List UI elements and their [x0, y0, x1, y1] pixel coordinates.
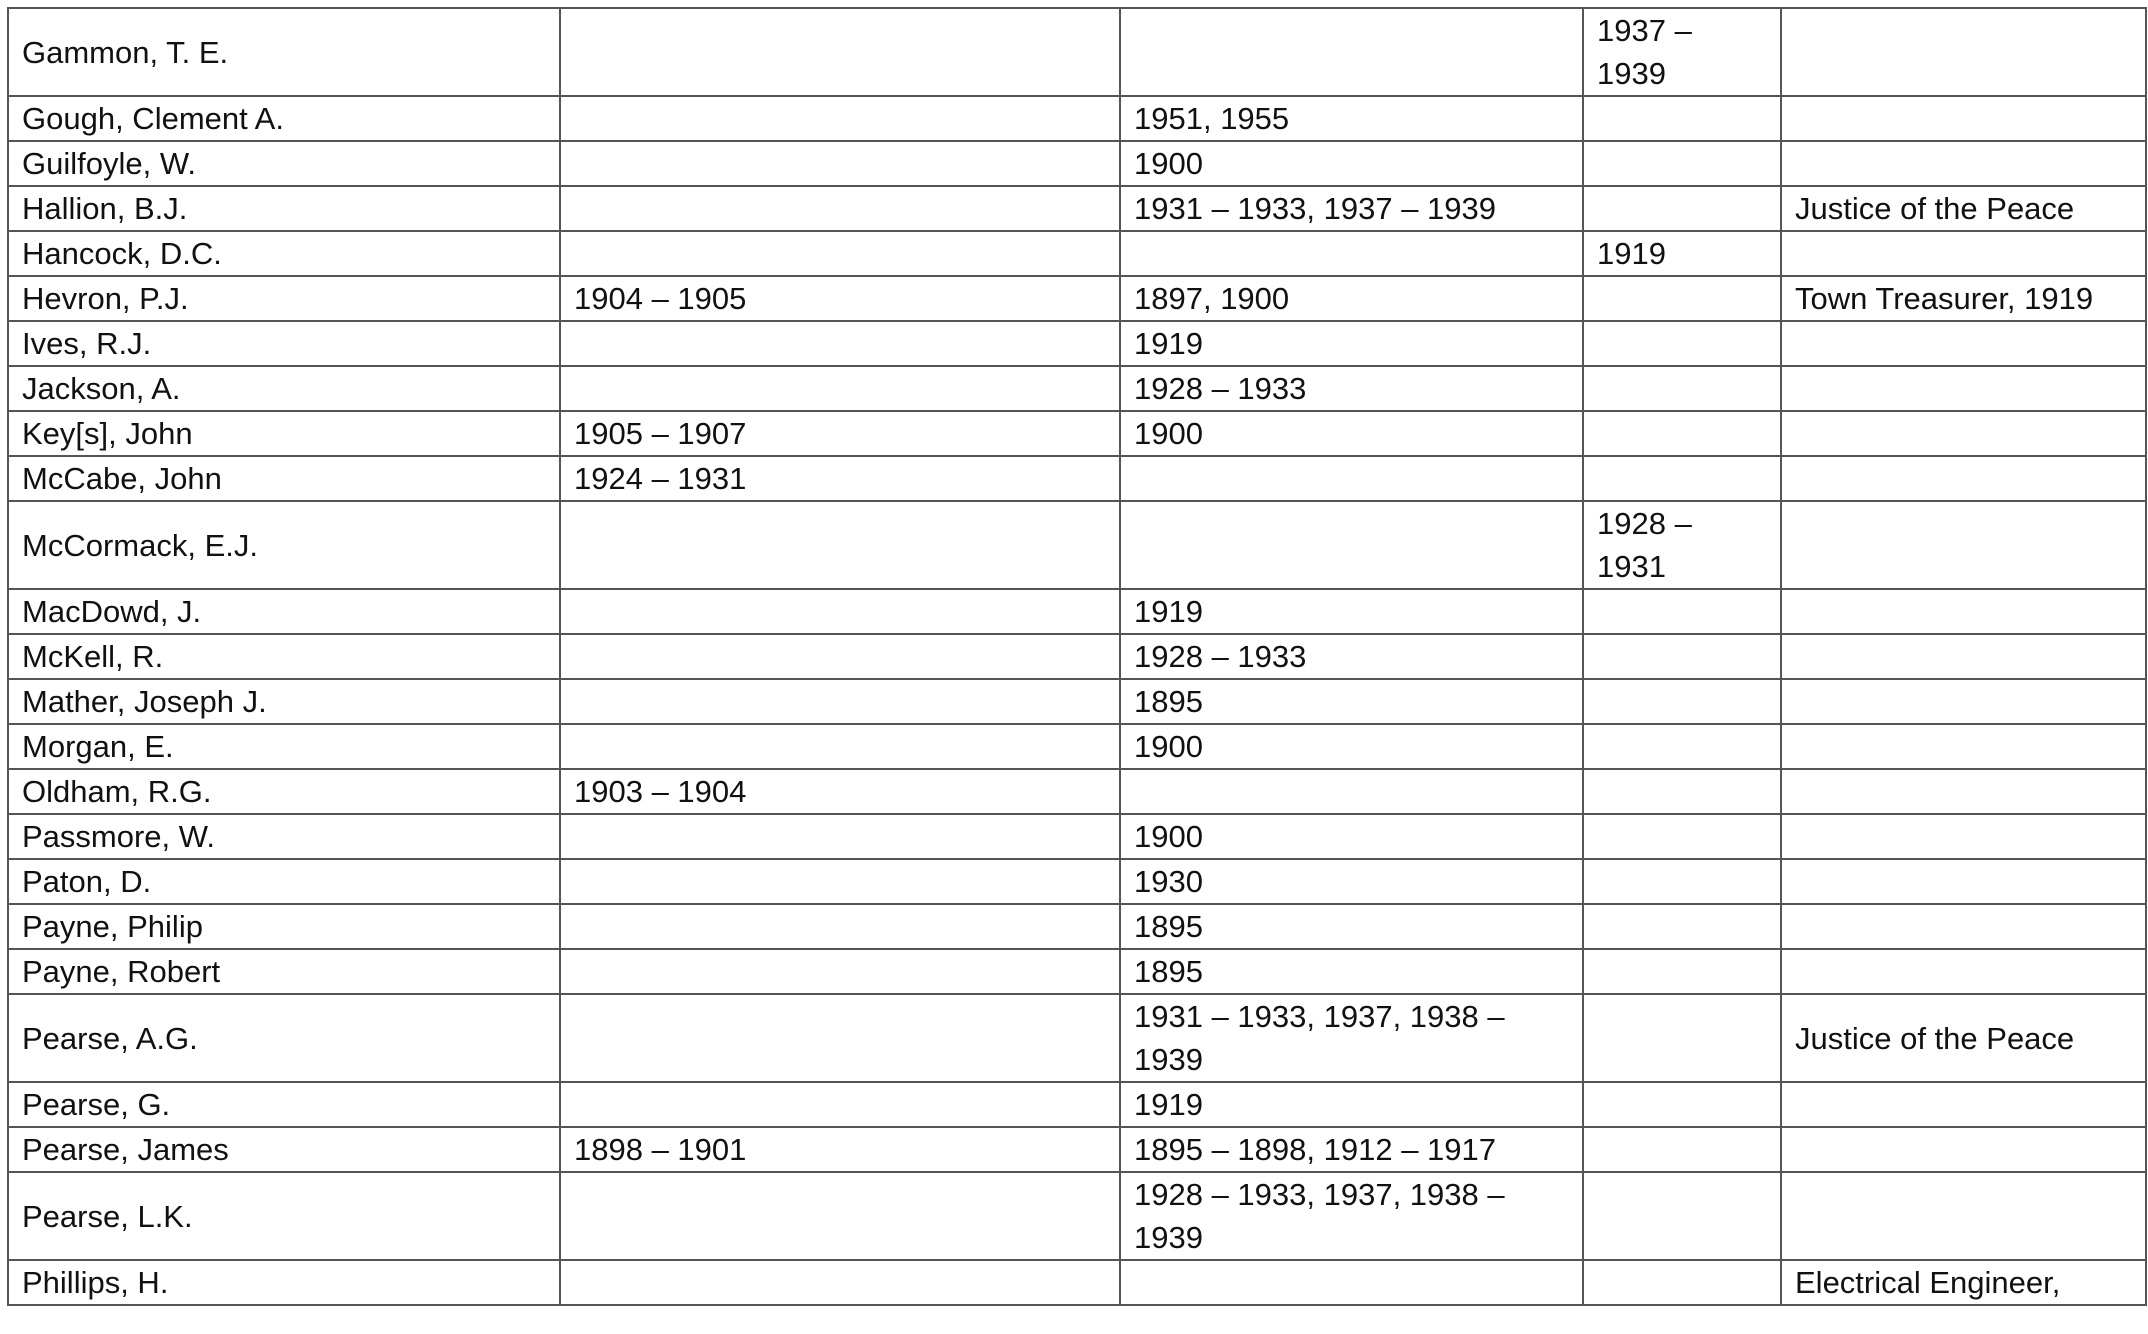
column-4-cell	[1583, 679, 1781, 724]
column-5-cell	[1781, 321, 2146, 366]
column-2-cell: 1898 – 1901	[560, 1127, 1120, 1172]
column-4-cell	[1583, 1172, 1781, 1260]
column-5-cell	[1781, 904, 2146, 949]
column-2-cell	[560, 904, 1120, 949]
table-row	[8, 456, 2146, 501]
table-row	[8, 679, 2146, 724]
column-3-cell: 1919	[1120, 589, 1583, 634]
table-row	[8, 589, 2146, 634]
name-cell: Hevron, P.J.	[8, 276, 560, 321]
name-cell: Gough, Clement A.	[8, 96, 560, 141]
column-2-cell	[560, 949, 1120, 994]
column-3-cell: 1930	[1120, 859, 1583, 904]
column-5-cell	[1781, 589, 2146, 634]
column-4-cell	[1583, 1260, 1781, 1305]
name-cell: MacDowd, J.	[8, 589, 560, 634]
column-2-cell	[560, 634, 1120, 679]
column-5-cell	[1781, 366, 2146, 411]
table-row	[8, 1172, 2146, 1260]
name-cell: Payne, Robert	[8, 949, 560, 994]
table-row	[8, 1127, 2146, 1172]
column-2-cell	[560, 141, 1120, 186]
name-cell: McKell, R.	[8, 634, 560, 679]
column-4-cell	[1583, 456, 1781, 501]
column-3-cell: 1895	[1120, 679, 1583, 724]
column-5-cell	[1781, 724, 2146, 769]
table-row	[8, 501, 2146, 589]
table-row	[8, 276, 2146, 321]
table-row	[8, 321, 2146, 366]
name-cell: Pearse, James	[8, 1127, 560, 1172]
name-cell: McCormack, E.J.	[8, 501, 560, 589]
table-row	[8, 859, 2146, 904]
name-cell: Pearse, L.K.	[8, 1172, 560, 1260]
name-cell: Hallion, B.J.	[8, 186, 560, 231]
column-3-cell: 1897, 1900	[1120, 276, 1583, 321]
name-cell: Paton, D.	[8, 859, 560, 904]
column-3-cell: 1900	[1120, 411, 1583, 456]
column-4-cell	[1583, 904, 1781, 949]
column-2-cell	[560, 1172, 1120, 1260]
table-row	[8, 769, 2146, 814]
name-cell: Hancock, D.C.	[8, 231, 560, 276]
table-row	[8, 366, 2146, 411]
table-row	[8, 411, 2146, 456]
column-4-cell	[1583, 411, 1781, 456]
column-5-cell	[1781, 814, 2146, 859]
column-2-cell: 1903 – 1904	[560, 769, 1120, 814]
table-row	[8, 141, 2146, 186]
column-3-cell: 1928 – 1933, 1937, 1938 – 1939	[1120, 1172, 1583, 1260]
column-5-cell	[1781, 1172, 2146, 1260]
column-3-cell: 1931 – 1933, 1937 – 1939	[1120, 186, 1583, 231]
column-2-cell	[560, 8, 1120, 96]
column-3-cell: 1931 – 1933, 1937, 1938 – 1939	[1120, 994, 1583, 1082]
column-4-cell	[1583, 276, 1781, 321]
column-3-cell	[1120, 769, 1583, 814]
column-5-cell	[1781, 679, 2146, 724]
table-row	[8, 724, 2146, 769]
column-2-cell	[560, 994, 1120, 1082]
column-3-cell	[1120, 231, 1583, 276]
column-4-cell	[1583, 859, 1781, 904]
column-3-cell: 1900	[1120, 141, 1583, 186]
column-2-cell	[560, 679, 1120, 724]
column-5-cell	[1781, 1082, 2146, 1127]
table-row	[8, 1260, 2146, 1305]
column-5-cell	[1781, 411, 2146, 456]
name-cell: Gammon, T. E.	[8, 8, 560, 96]
column-4-cell	[1583, 186, 1781, 231]
column-4-cell	[1583, 634, 1781, 679]
name-cell: Passmore, W.	[8, 814, 560, 859]
column-5-cell	[1781, 769, 2146, 814]
name-cell: Oldham, R.G.	[8, 769, 560, 814]
column-4-cell: 1928 – 1931	[1583, 501, 1781, 589]
column-2-cell	[560, 859, 1120, 904]
column-2-cell	[560, 1082, 1120, 1127]
column-4-cell	[1583, 589, 1781, 634]
column-2-cell	[560, 501, 1120, 589]
column-5-cell: Justice of the Peace	[1781, 994, 2146, 1082]
column-2-cell	[560, 366, 1120, 411]
column-4-cell	[1583, 1082, 1781, 1127]
column-5-cell	[1781, 1127, 2146, 1172]
name-cell: McCabe, John	[8, 456, 560, 501]
column-5-cell	[1781, 456, 2146, 501]
column-5-cell	[1781, 501, 2146, 589]
column-3-cell: 1895	[1120, 949, 1583, 994]
records-table	[7, 7, 2147, 1306]
column-4-cell	[1583, 141, 1781, 186]
column-4-cell	[1583, 949, 1781, 994]
column-3-cell	[1120, 501, 1583, 589]
column-3-cell: 1951, 1955	[1120, 96, 1583, 141]
column-5-cell	[1781, 859, 2146, 904]
column-3-cell: 1919	[1120, 1082, 1583, 1127]
table-row	[8, 949, 2146, 994]
table-row	[8, 994, 2146, 1082]
column-3-cell: 1928 – 1933	[1120, 634, 1583, 679]
column-4-cell	[1583, 814, 1781, 859]
name-cell: Mather, Joseph J.	[8, 679, 560, 724]
column-5-cell	[1781, 96, 2146, 141]
column-2-cell	[560, 1260, 1120, 1305]
column-5-cell	[1781, 141, 2146, 186]
column-5-cell: Electrical Engineer,	[1781, 1260, 2146, 1305]
column-4-cell	[1583, 321, 1781, 366]
column-2-cell	[560, 186, 1120, 231]
column-3-cell: 1900	[1120, 724, 1583, 769]
column-4-cell: 1919	[1583, 231, 1781, 276]
table-row	[8, 1082, 2146, 1127]
name-cell: Guilfoyle, W.	[8, 141, 560, 186]
column-3-cell	[1120, 8, 1583, 96]
column-3-cell	[1120, 456, 1583, 501]
column-5-cell: Justice of the Peace	[1781, 186, 2146, 231]
column-4-cell	[1583, 724, 1781, 769]
column-2-cell	[560, 321, 1120, 366]
name-cell: Key[s], John	[8, 411, 560, 456]
column-5-cell	[1781, 634, 2146, 679]
column-3-cell: 1895	[1120, 904, 1583, 949]
name-cell: Ives, R.J.	[8, 321, 560, 366]
column-5-cell	[1781, 8, 2146, 96]
column-2-cell: 1924 – 1931	[560, 456, 1120, 501]
name-cell: Phillips, H.	[8, 1260, 560, 1305]
column-3-cell: 1900	[1120, 814, 1583, 859]
column-4-cell	[1583, 994, 1781, 1082]
column-5-cell	[1781, 231, 2146, 276]
column-2-cell	[560, 814, 1120, 859]
name-cell: Pearse, G.	[8, 1082, 560, 1127]
column-3-cell: 1928 – 1933	[1120, 366, 1583, 411]
column-3-cell	[1120, 1260, 1583, 1305]
column-3-cell: 1895 – 1898, 1912 – 1917	[1120, 1127, 1583, 1172]
table-row	[8, 8, 2146, 96]
name-cell: Jackson, A.	[8, 366, 560, 411]
name-cell: Pearse, A.G.	[8, 994, 560, 1082]
column-2-cell: 1905 – 1907	[560, 411, 1120, 456]
column-5-cell	[1781, 949, 2146, 994]
table-row	[8, 231, 2146, 276]
table-row	[8, 96, 2146, 141]
column-2-cell	[560, 589, 1120, 634]
table-row	[8, 634, 2146, 679]
column-4-cell	[1583, 366, 1781, 411]
table-row	[8, 814, 2146, 859]
table-row	[8, 186, 2146, 231]
column-5-cell: Town Treasurer, 1919	[1781, 276, 2146, 321]
column-2-cell	[560, 231, 1120, 276]
column-3-cell: 1919	[1120, 321, 1583, 366]
table-row	[8, 904, 2146, 949]
column-2-cell: 1904 – 1905	[560, 276, 1120, 321]
column-4-cell	[1583, 769, 1781, 814]
name-cell: Payne, Philip	[8, 904, 560, 949]
column-2-cell	[560, 96, 1120, 141]
column-4-cell	[1583, 96, 1781, 141]
column-4-cell	[1583, 1127, 1781, 1172]
column-2-cell	[560, 724, 1120, 769]
column-4-cell: 1937 – 1939	[1583, 8, 1781, 96]
name-cell: Morgan, E.	[8, 724, 560, 769]
